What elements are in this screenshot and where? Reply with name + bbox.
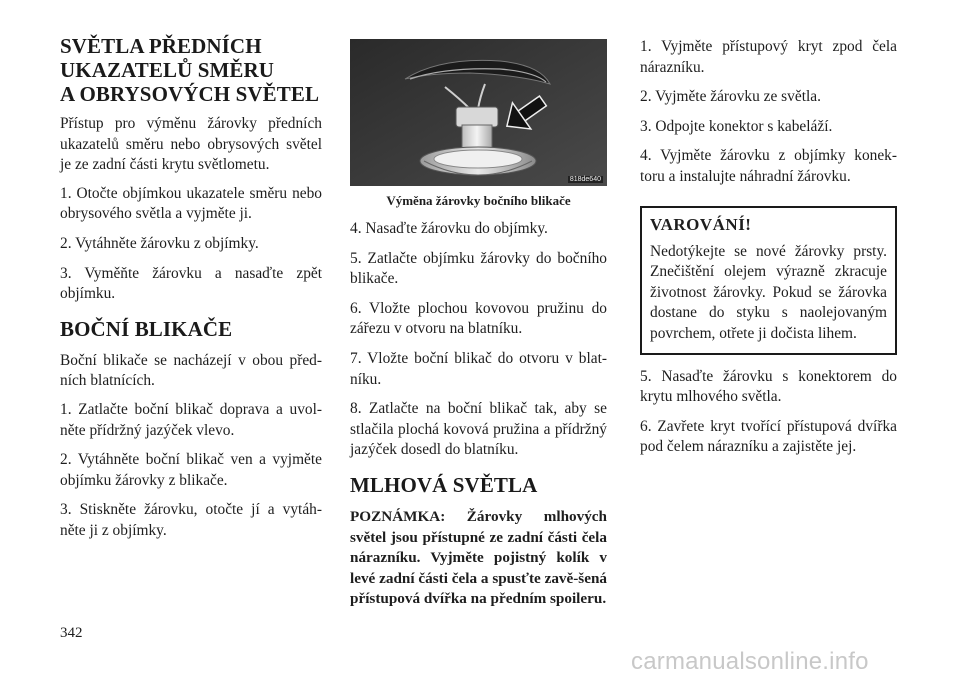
heading-line: A OBRYSOVÝCH SVĚTEL: [60, 82, 320, 106]
step-item: 3. Stiskněte žárovku, otočte jí a vytáh-něte ji z objímky.: [60, 501, 322, 539]
watermark: carmanualsonline.info: [631, 648, 869, 675]
figure-code: 818de640: [569, 176, 601, 183]
step-item: 8. Zatlačte na boční blikač tak, aby se stlačila plochá kovová pružina a přídržný jazýček dosedl do blatníku.: [350, 400, 607, 459]
page-number: 342: [60, 625, 83, 641]
section-heading-front-indicators: [60, 34, 322, 106]
step-item: 6. Vložte plochou kovovou pružinu do zářezu v otvoru na blatníku.: [350, 299, 607, 338]
paragraph: Přístup pro výměnu žárovky předních ukazatelů směru nebo obrysových světel je ze zadní části krytu světlometu.: [60, 115, 322, 174]
step-item: 2. Vyjměte žárovku ze světla.: [640, 88, 821, 106]
column-right: [640, 37, 897, 467]
side-marker-bulb-illustration: [350, 39, 607, 186]
step-item: 5. Nasaďte žárovku s konektorem do krytu mlhového světla.: [640, 367, 897, 406]
figure-caption: Výměna žárovky bočního blikače: [386, 193, 571, 208]
warning-box: [640, 206, 897, 355]
paragraph: Boční blikače se nacházejí v obou před-ních blatnících.: [60, 351, 322, 390]
warning-text: Nedotýkejte se nové žárovky prsty. Znečištění olejem výrazně zkracuje životnost žárovky. Pokud se žárovka dostane do styku s naolejovaným povrchem, otřete ji dočista lihem.: [650, 242, 887, 342]
section-heading-side-indicators: BOČNÍ BLIKAČE: [60, 316, 233, 341]
column-middle: [350, 34, 607, 618]
column-left: [60, 34, 322, 551]
step-item: 1. Zatlačte boční blikač doprava a uvol-něte přídržný jazýček vlevo.: [60, 400, 322, 439]
illustration-graphic: [350, 39, 607, 186]
step-item: 3. Odpojte konektor s kabeláží.: [640, 117, 833, 135]
step-item: 1. Vyjměte přístupový kryt zpod čela nárazníku.: [640, 38, 897, 76]
note-paragraph: POZNÁMKA: Žárovky mlhových světel jsou přístupné ze zadní části čela nárazníku. Vyjměte pojistný kolík v levé zadní části čela a spusťte zavě-šená přístupová dvířka na předním spoileru.: [350, 507, 607, 608]
step-item: 3. Vyměňte žárovku a nasaďte zpět objímku.: [60, 264, 322, 303]
step-item: 6. Zavřete kryt tvořící přístupová dvířka pod čelem nárazníku a zajistěte jej.: [640, 417, 897, 456]
heading-line: UKAZATELŮ SMĚRU: [60, 58, 275, 82]
warning-title: VAROVÁNÍ!: [650, 214, 752, 234]
step-item: 2. Vytáhněte žárovku z objímky.: [60, 234, 259, 252]
section-heading-fog-lights: MLHOVÁ SVĚTLA: [350, 472, 538, 497]
step-item: 1. Otočte objímkou ukazatele směru nebo obrysového světla a vyjměte ji.: [60, 184, 322, 223]
step-item: 2. Vytáhněte boční blikač ven a vyjměte objímku žárovky z blikače.: [60, 451, 322, 489]
step-item: 7. Vložte boční blikač do otvoru v blat-níku.: [350, 349, 607, 388]
step-item: 4. Vyjměte žárovku z objímky konek-toru a instalujte náhradní žárovku.: [640, 147, 897, 185]
step-item: 5. Zatlačte objímku žárovky do bočního blikače.: [350, 249, 607, 288]
step-item: 4. Nasaďte žárovku do objímky.: [350, 220, 548, 237]
heading-line: SVĚTLA PŘEDNÍCH: [60, 34, 262, 58]
